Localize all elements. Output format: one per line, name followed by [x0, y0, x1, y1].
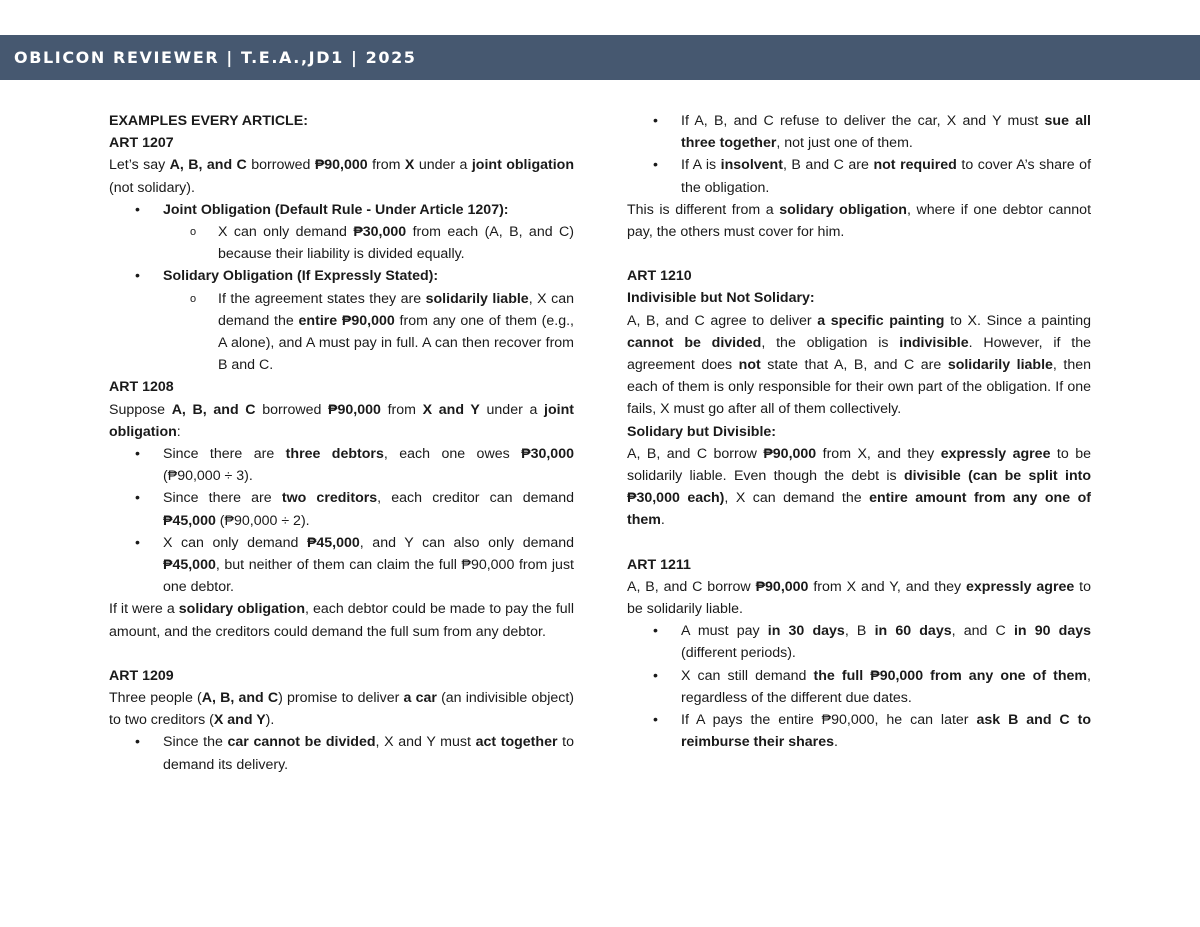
- art-1210-title: ART 1210: [627, 268, 692, 285]
- art-1209-intro: Three people (A, B, and C) promise to deliver a car (an indivisible object) to two creditors (X and Y).: [109, 690, 574, 729]
- art-1208-title: ART 1208: [109, 379, 174, 396]
- list-item: • X can only demand ₱45,000, and Y can also only demand ₱45,000, but neither of them can claim the full ₱90,000 from just one debtor.: [109, 532, 574, 599]
- list-item: • Since the car cannot be divided, X and Y must act together to demand its delivery.: [109, 731, 574, 775]
- left-column: [109, 110, 574, 776]
- list-item: • Solidary Obligation (If Expressly Stated):: [109, 265, 574, 287]
- list-item: • If A is insolvent, B and C are not required to cover A’s share of the obligation.: [627, 154, 1091, 198]
- examples-heading: EXAMPLES EVERY ARTICLE:: [109, 113, 308, 129]
- art-1207-list: [109, 199, 574, 377]
- art-1209-list: [109, 731, 574, 775]
- art-1207-intro: Let’s say A, B, and C borrowed ₱90,000 from X under a joint obligation (not solidary).: [109, 157, 575, 196]
- art-1210-paragraph-1: A, B, and C agree to deliver a specific painting to X. Since a painting cannot be divided, the obligation is indivisible. However, if the agreement does not state that A, B, and C are solidarily liable, then each of them is only responsible for their own part of the obligation. If one fails, X must go after all of them collectively.: [627, 312, 1091, 418]
- page-header: [0, 35, 1200, 80]
- list-item: • Joint Obligation (Default Rule - Under Article 1207):: [109, 199, 574, 221]
- list-item: • If A pays the entire ₱90,000, he can later ask B and C to reimburse their shares.: [627, 709, 1091, 753]
- art-1208-list: [109, 443, 574, 598]
- sub-list-item: o If the agreement states they are solidarily liable, X can demand the entire ₱90,000 from any one of them (e.g., A alone), and A must pay in full. A can then recover from B and C.: [109, 288, 574, 377]
- list-item: • If A, B, and C refuse to deliver the car, X and Y must sue all three together, not just one of them.: [627, 110, 1091, 154]
- art-1209-title: ART 1209: [109, 667, 174, 684]
- list-item: • Since there are two creditors, each creditor can demand ₱45,000 (₱90,000 ÷ 2).: [109, 487, 574, 531]
- list-item: • Since there are three debtors, each one owes ₱30,000 (₱90,000 ÷ 3).: [109, 443, 574, 487]
- art-1207-title: ART 1207: [109, 135, 174, 152]
- art-1208-closing: If it were a solidary obligation, each debtor could be made to pay the full amount, and the creditors could demand the full sum from any debtor.: [109, 601, 574, 640]
- art-1209-closing: This is different from a solidary obligation, where if one debtor cannot pay, the others must cover for him.: [627, 201, 1092, 241]
- art-1210-subheading-2: Solidary but Divisible:: [627, 423, 776, 440]
- art-1211-list: [627, 620, 1091, 753]
- art-1210-subheading-1: Indivisible but Not Solidary:: [627, 290, 815, 307]
- art-1211-intro: A, B, and C borrow ₱90,000 from X and Y, and they expressly agree to be solidarily liable.: [627, 578, 1091, 618]
- art-1208-intro: Suppose A, B, and C borrowed ₱90,000 from X and Y under a joint obligation:: [109, 401, 574, 440]
- art-1211-title: ART 1211: [627, 556, 691, 573]
- sub-list-item: o X can only demand ₱30,000 from each (A, B, and C) because their liability is divided equally.: [109, 221, 574, 265]
- art-1209-list-cont: [627, 110, 1091, 199]
- right-column: [627, 110, 1091, 753]
- art-1210-paragraph-2: A, B, and C borrow ₱90,000 from X, and they expressly agree to be solidarily liable. Even though the debt is divisible (can be split into ₱30,000 each), X can demand the entire amount from any one of them.: [627, 445, 1091, 529]
- header-title: OBLICON REVIEWER | T.E.A.,JD1 | 2025: [14, 48, 417, 67]
- list-item: • X can still demand the full ₱90,000 from any one of them, regardless of the different due dates.: [627, 665, 1091, 709]
- list-item: • A must pay in 30 days, B in 60 days, and C in 90 days (different periods).: [627, 620, 1091, 664]
